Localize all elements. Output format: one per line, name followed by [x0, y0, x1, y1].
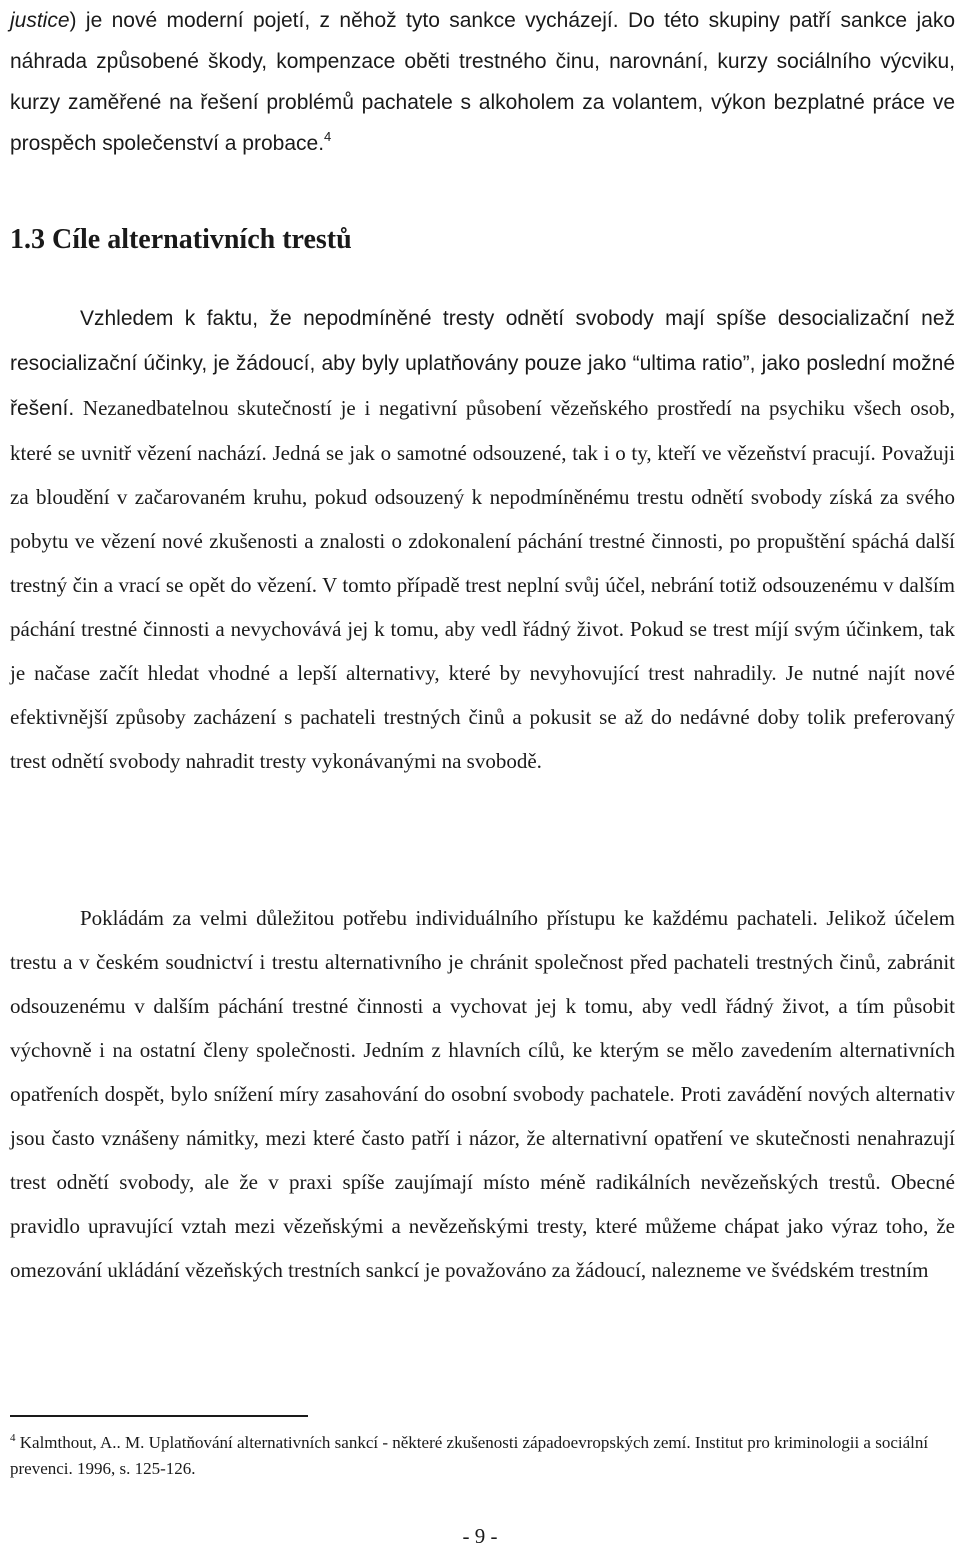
footnote-separator: [10, 1415, 308, 1417]
footnote-reference: 4: [324, 129, 332, 144]
body-paragraph-1: [10, 296, 955, 783]
section-heading: 1.3 Cíle alternativních trestů: [10, 224, 352, 255]
footnote-text: Kalmthout, A.. M. Uplatňování alternativních sankcí - některé zkušenosti západoevropských zemí. Institut pro kriminologii a sociální prevenci. 1996, s. 125-126.: [10, 1433, 929, 1478]
carryover-text-rest: Do této skupiny patří sankce jako náhrada způsobené škody, kompenzace oběti trestného činu, narovnání, kurzy sociálního výcviku, kurzy zaměřené na řešení problémů pachatele s alkoholem za volantem, výkon bezplatné práce ve prospěch společenství a probace.: [10, 9, 956, 155]
carryover-text-start: ) je nové moderní pojetí, z něhož tyto sankce vycházejí.: [69, 9, 619, 32]
carryover-paragraph: [10, 0, 955, 164]
paragraph-1-sans-part: Vzhledem k faktu, že nepodmíněné tresty odnětí svobody mají spíše desocializační než resocializační účinky, je žádoucí, aby byly uplatňovány pouze jako “ultima ratio”, jako poslední možné řešení.: [10, 307, 955, 420]
footnote: [10, 1430, 955, 1482]
footnote-number: 4: [10, 1432, 16, 1444]
paragraph-1-serif-part: Nezanedbatelnou skutečností je i negativní působení vězeňského prostředí na psychiku všech osob, které se uvnitř vězení nachází. Jedná se jak o samotné odsouzené, tak i o ty, kteří ve vězeňství pracují. Považuji za bloudění v začarovaném kruhu, pokud odsouzený k nepodmíněnému trestu odnětí svobody získá za svého pobytu ve vězení nové zkušenosti a znalosti o zdokonalení páchání trestné činnosti, po propuštění spáchá další trestný čin a vrací se opět do vězení. V tomto případě trest neplní svůj účel, nebrání totiž odsouzenému v dalším páchání trestné činnosti a nevychovává jej k tomu, aby vedl řádný život. Pokud se trest míjí svým účinkem, tak je načase začít hledat vhodné a lepší alternativy, které by nevyhovující trest nahradily. Je nutné najít nové efektivnější způsoby zacházení s pachateli trestných činů a pokusit se až do nedávné doby tolik preferovaný trest odnětí svobody nahradit tresty vykonávanými na svobodě.: [10, 396, 955, 773]
page-number: - 9 -: [462, 1524, 498, 1548]
body-paragraph-2: Pokládám za velmi důležitou potřebu individuálního přístupu ke každému pachateli. Jelikož účelem trestu a v českém soudnictví i trestu alternativního je chránit společnost před pachateli trestných činů, zabránit odsouzenému v dalším páchání trestné činnosti a vychovat jej k tomu, aby vedl řádný život, a tím působit výchovně i na ostatní členy společnosti. Jedním z hlavních cílů, ke kterým se mělo zavedením alternativních opatřeních dospět, bylo snížení míry zasahování do osobní svobody pachatele. Proti zavádění nových alternativ jsou často vznášeny námitky, mezi které často patří i názor, že alternativní opatření ve skutečnosti nenahrazují trest odnětí svobody, ale že v praxi spíše zaujímají místo méně radikálních nevězeňských trestů. Obecné pravidlo upravující vztah mezi vězeňskými a nevězeňskými tresty, které můžeme chápat jako výraz toho, že omezování ukládání vězeňských trestních sankcí je považováno za žádoucí, nalezneme ve švédském trestním: [10, 906, 955, 1282]
carryover-italic-term: justice: [10, 9, 70, 32]
